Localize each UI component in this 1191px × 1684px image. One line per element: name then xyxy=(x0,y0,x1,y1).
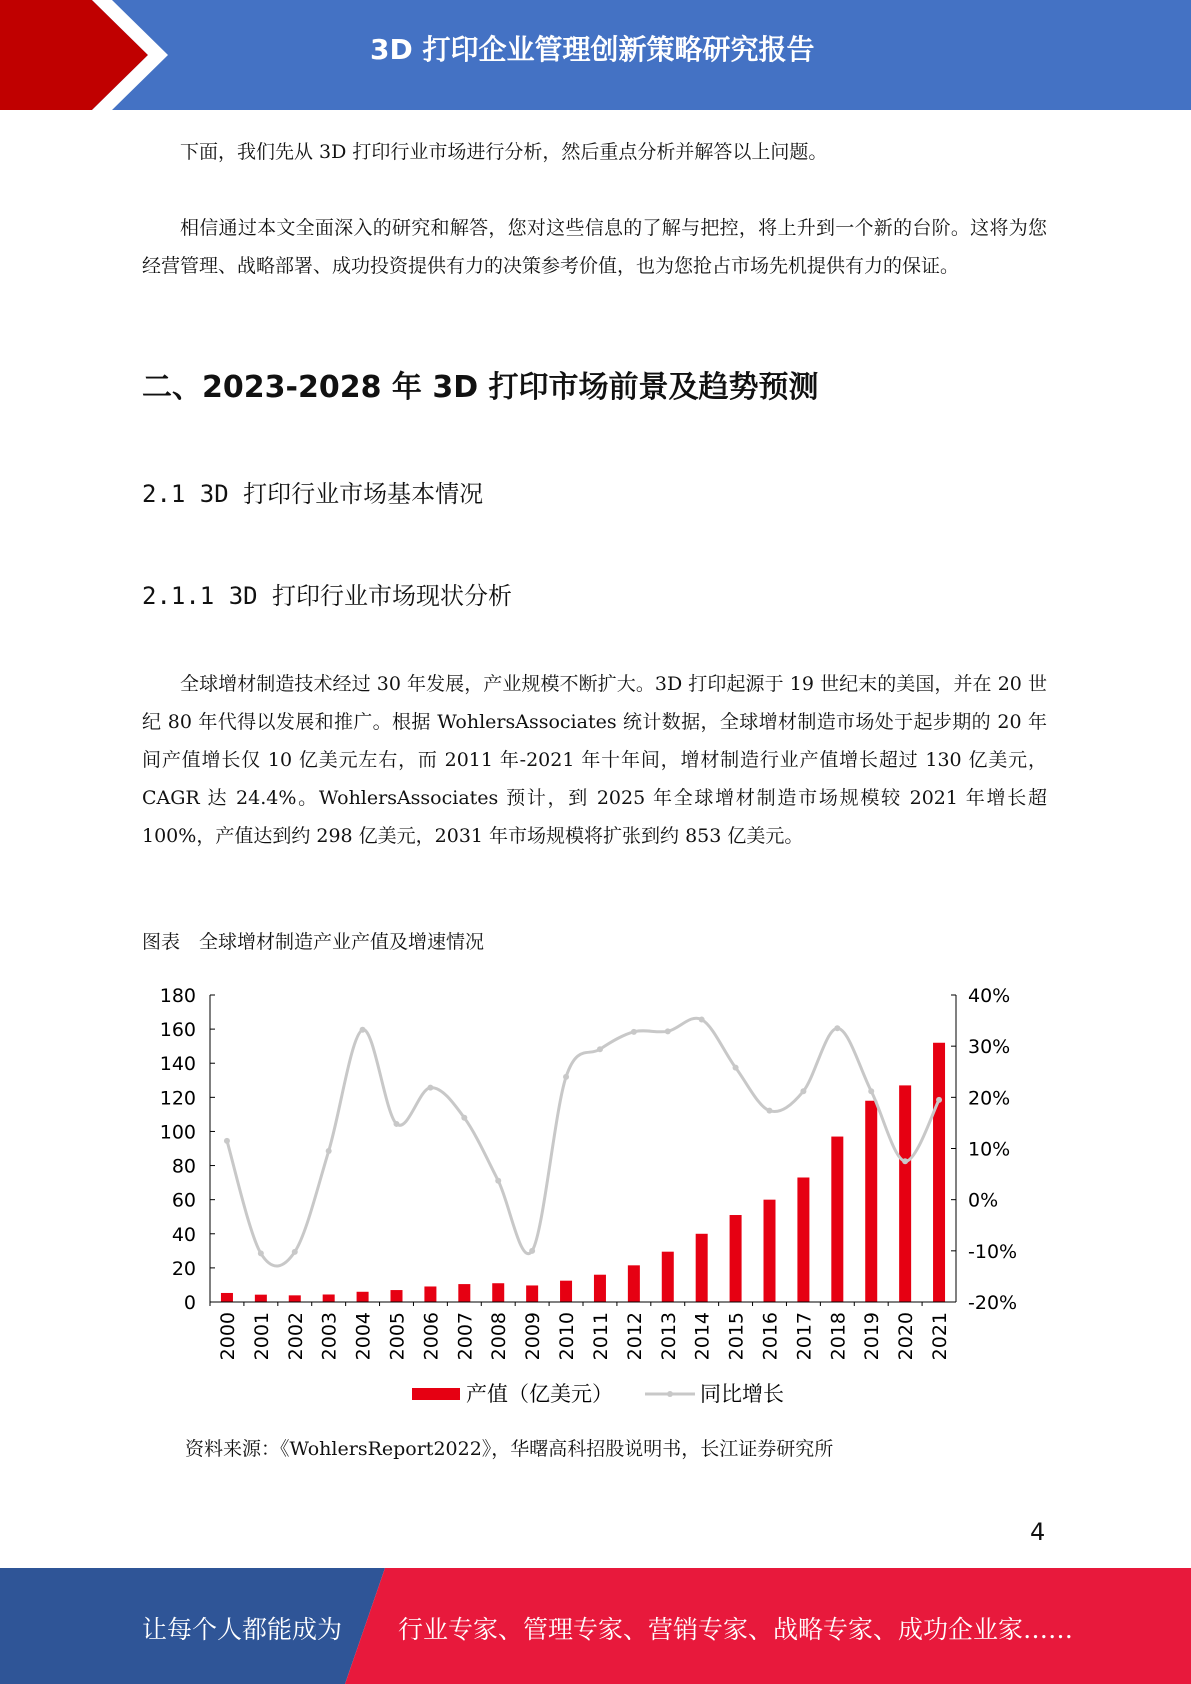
x-tick-label: 2017 xyxy=(793,1312,816,1361)
y-right-tick-label: -20% xyxy=(968,1292,1018,1314)
growth-point xyxy=(902,1158,908,1164)
footer-slogan-right: 行业专家、管理专家、营销专家、战略专家、成功企业家…… xyxy=(398,1615,1074,1644)
bar-series xyxy=(221,1043,945,1302)
x-tick-label: 2000 xyxy=(216,1312,239,1361)
y-left-tick-label: 0 xyxy=(183,1292,196,1314)
y-left-tick-label: 20 xyxy=(171,1257,196,1280)
chart-axes xyxy=(160,985,1017,1360)
growth-point xyxy=(936,1097,942,1103)
y-right-tick-label: 0% xyxy=(968,1189,999,1212)
growth-point xyxy=(733,1065,739,1071)
growth-point xyxy=(529,1248,535,1254)
x-tick-label: 2012 xyxy=(623,1312,646,1361)
bar xyxy=(424,1286,436,1302)
bar xyxy=(289,1295,301,1302)
bar xyxy=(865,1101,877,1302)
bar xyxy=(764,1200,776,1302)
x-tick-label: 2004 xyxy=(352,1312,375,1361)
legend-bar-label: 产值（亿美元） xyxy=(466,1382,613,1406)
y-left-tick-label: 160 xyxy=(159,1019,196,1042)
bar xyxy=(560,1281,572,1302)
y-left-tick-label: 40 xyxy=(171,1223,196,1246)
x-tick-label: 2008 xyxy=(488,1312,511,1361)
y-right-tick-label: 20% xyxy=(968,1087,1011,1110)
bar xyxy=(492,1283,504,1302)
x-tick-label: 2007 xyxy=(454,1312,477,1361)
bar xyxy=(391,1290,403,1302)
bar xyxy=(831,1137,843,1302)
growth-point xyxy=(834,1025,840,1031)
growth-point xyxy=(224,1138,230,1144)
page-footer xyxy=(0,1568,1191,1684)
growth-point xyxy=(258,1250,264,1256)
growth-point xyxy=(665,1028,671,1034)
bar xyxy=(594,1275,606,1302)
chart-caption: 图表 全球增材制造产业产值及增速情况 xyxy=(142,931,485,953)
x-tick-label: 2002 xyxy=(284,1312,307,1361)
bar xyxy=(696,1234,708,1302)
x-tick-label: 2016 xyxy=(759,1312,782,1361)
y-left-tick-label: 140 xyxy=(159,1053,196,1076)
bar xyxy=(255,1295,267,1302)
bar xyxy=(628,1265,640,1302)
page-header xyxy=(0,0,1191,110)
growth-point xyxy=(631,1029,637,1035)
growth-point xyxy=(461,1115,467,1121)
growth-point xyxy=(699,1017,705,1023)
growth-point xyxy=(427,1085,433,1091)
page-number: 4 xyxy=(1030,1518,1046,1546)
bar xyxy=(662,1252,674,1302)
bar xyxy=(899,1085,911,1302)
x-tick-label: 2010 xyxy=(556,1312,579,1361)
bar xyxy=(933,1043,945,1302)
market-chart xyxy=(142,975,1042,1420)
footer-slogan-left: 让每个人都能成为 xyxy=(142,1615,343,1644)
x-tick-label: 2011 xyxy=(589,1312,612,1361)
intro-paragraph-2: 相信通过本文全面深入的研究和解答，您对这些信息的了解与把控，将上升到一个新的台阶。这将为您经营管理、战略部署、成功投资提供有力的决策参考价值，也为您抢占市场先机提供有力的保证。 xyxy=(142,217,1047,277)
bar xyxy=(526,1285,538,1302)
growth-point xyxy=(597,1046,603,1052)
subsection-heading: 2.1 3D 打印行业市场基本情况 xyxy=(142,480,484,508)
bar xyxy=(458,1284,470,1302)
x-tick-label: 2020 xyxy=(895,1312,918,1361)
x-tick-label: 2013 xyxy=(657,1312,680,1361)
subsubsection-heading: 2.1.1 3D 打印行业市场现状分析 xyxy=(142,582,513,610)
growth-point xyxy=(292,1249,298,1255)
growth-point xyxy=(360,1027,366,1033)
y-right-tick-label: 10% xyxy=(968,1138,1011,1161)
x-tick-label: 2003 xyxy=(318,1312,341,1361)
growth-point xyxy=(563,1074,569,1080)
y-right-tick-label: 30% xyxy=(968,1036,1011,1059)
y-left-tick-label: 100 xyxy=(159,1121,196,1144)
x-tick-label: 2021 xyxy=(929,1312,952,1361)
growth-point xyxy=(767,1108,773,1114)
chart-legend xyxy=(412,1382,784,1406)
header-title: 3D 打印企业管理创新策略研究报告 xyxy=(370,33,815,66)
growth-point xyxy=(326,1148,332,1154)
x-tick-label: 2019 xyxy=(861,1312,884,1361)
x-tick-label: 2018 xyxy=(827,1312,850,1361)
y-left-tick-label: 180 xyxy=(159,985,196,1007)
growth-point xyxy=(800,1088,806,1094)
y-right-tick-label: 40% xyxy=(968,985,1011,1007)
bar xyxy=(797,1177,809,1302)
growth-point xyxy=(394,1121,400,1127)
x-tick-label: 2006 xyxy=(420,1312,443,1361)
x-tick-label: 2009 xyxy=(522,1312,545,1361)
x-tick-label: 2014 xyxy=(691,1312,714,1361)
growth-point xyxy=(868,1088,874,1094)
growth-point xyxy=(495,1178,501,1184)
section-heading: 二、2023-2028 年 3D 打印市场前景及趋势预测 xyxy=(142,370,819,405)
x-tick-label: 2001 xyxy=(250,1312,273,1361)
x-tick-label: 2005 xyxy=(386,1312,409,1361)
intro-paragraph-1: 下面，我们先从 3D 打印行业市场进行分析，然后重点分析并解答以上问题。 xyxy=(180,141,828,163)
legend-line-marker xyxy=(667,1391,673,1397)
chart-source: 资料来源：《WohlersReport2022》，华曙高科招股说明书，长江证券研究所 xyxy=(185,1438,834,1460)
bar xyxy=(357,1292,369,1302)
bar xyxy=(730,1215,742,1302)
y-left-tick-label: 80 xyxy=(171,1155,196,1178)
bar xyxy=(323,1294,335,1302)
y-left-tick-label: 60 xyxy=(171,1189,196,1212)
y-left-tick-label: 120 xyxy=(159,1087,196,1110)
x-tick-label: 2015 xyxy=(725,1312,748,1361)
legend-line-label: 同比增长 xyxy=(700,1382,784,1406)
y-right-tick-label: -10% xyxy=(968,1240,1018,1263)
legend-bar-swatch xyxy=(412,1388,460,1400)
bar xyxy=(221,1293,233,1302)
body-paragraph: 全球增材制造技术经过 30 年发展，产业规模不断扩大。3D 打印起源于 19 世纪末的美国，并在 20 世纪 80 年代得以发展和推广。根据 WohlersAssociates 统计数据，全球增材制造市场处于起步期的 20 年间产值增长仅 10 亿美元左右，而 2011 年-2021 年十年间，增材制造行业产值增长超过 130 亿美元，CAGR 达 24.4%。WohlersAssociates 预计，到 2025 年全球增材制造市场规模较 2021 年增长超 100%，产值达到约 298 亿美元，2031 年市场规模将扩张到约 853 亿美元。 xyxy=(142,673,1047,847)
